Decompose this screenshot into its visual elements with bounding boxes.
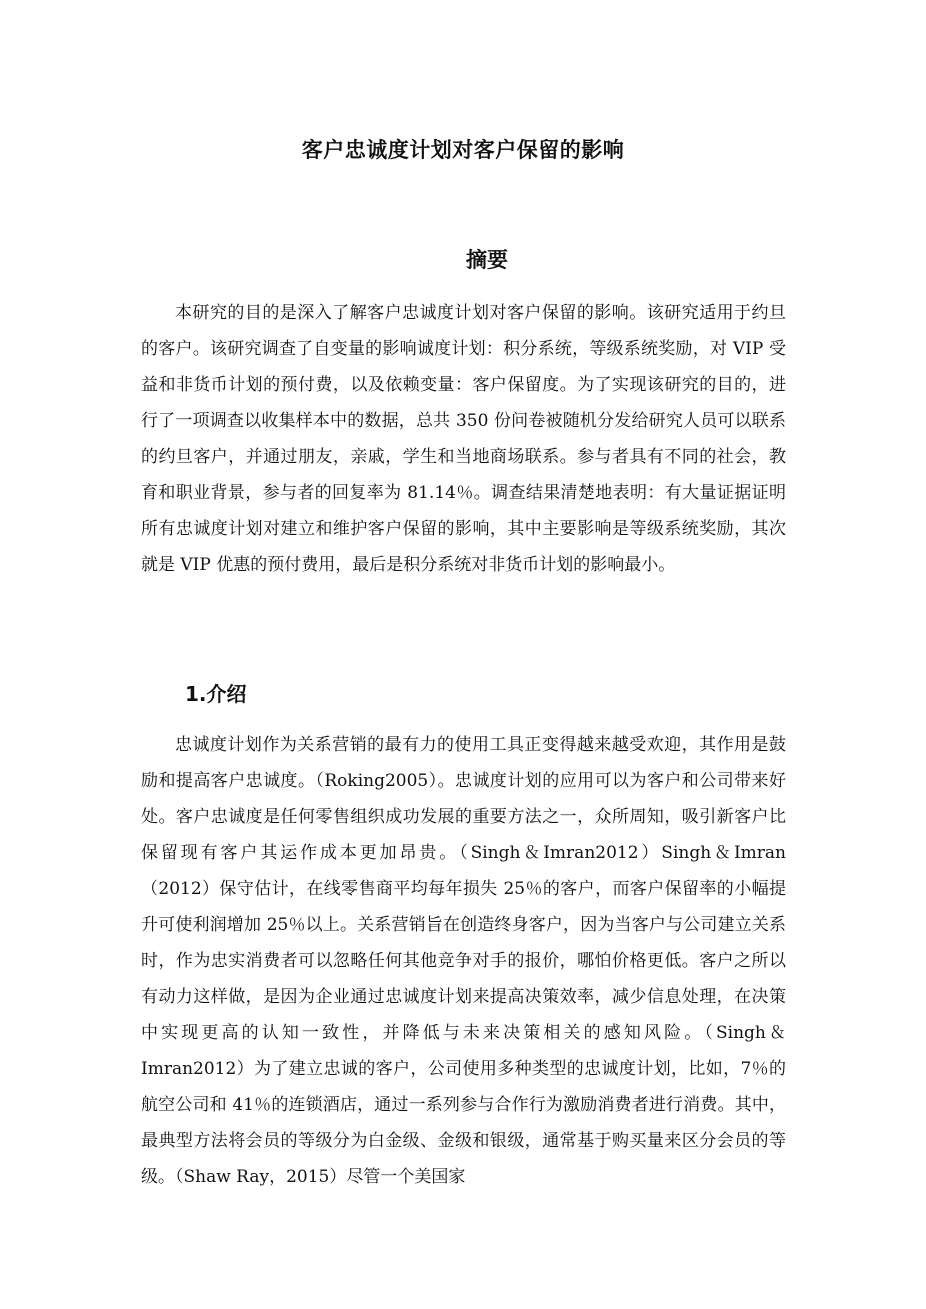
paper-title: 客户忠诚度计划对客户保留的影响 — [301, 138, 625, 162]
introduction-paragraph: 忠诚度计划作为关系营销的最有力的使用工具正变得越来越受欢迎，其作用是鼓励和提高客户忠诚度。（Roking2005）。忠诚度计划的应用可以为客户和公司带来好处。客户忠诚度是任何零售组织成功发展的重要方法之一，众所周知，吸引新客户比保留现有客户其运作成本更加昂贵。（Singh＆Imran2012）Singh＆Imran（2012）保守估计，在线零售商平均每年损失 25％的客户，而客户保留率的小幅提升可使利润增加 25％以上。关系营销旨在创造终身客户，因为当客户与公司建立关系时，作为忠实消费者可以忽略任何其他竞争对手的报价，哪怕价格更低。客户之所以有动力这样做，是因为企业通过忠诚度计划来提高决策效率，减少信息处理，在决策中实现更高的认知一致性，并降低与未来决策相关的感知风险。（Singh＆Imran2012）为了建立忠诚的客户，公司使用多种类型的忠诚度计划，比如，7％的航空公司和 41％的连锁酒店，通过一系列参与合作行为激励消费者进行消费。其中，最典型方法将会员的等级分为白金级、金级和银级，通常基于购买量来区分会员的等级。（Shaw Ray，2015）尽管一个美国家 — [141, 735, 786, 1187]
abstract-paragraph: 本研究的目的是深入了解客户忠诚度计划对客户保留的影响。该研究适用于约旦的客户。该研究调查了自变量的影响诚度计划：积分系统，等级系统奖励，对 VIP 受益和非货币计划的预付费，以及依赖变量：客户保留度。为了实现该研究的目的，进行了一项调查以收集样本中的数据，总共 350 份问卷被随机分发给研究人员可以联系的约旦客户，并通过朋友，亲戚，学生和当地商场联系。参与者具有不同的社会，教育和职业背景，参与者的回复率为 81.14％。调查结果清楚地表明：有大量证据证明所有忠诚度计划对建立和维护客户保留的影响，其中主要影响是等级系统奖励，其次就是 VIP 优惠的预付费用，最后是积分系统对非货币计划的影响最小。 — [141, 303, 786, 575]
abstract-heading: 摘要 — [466, 248, 508, 272]
introduction-heading: 1.介绍 — [185, 682, 247, 706]
